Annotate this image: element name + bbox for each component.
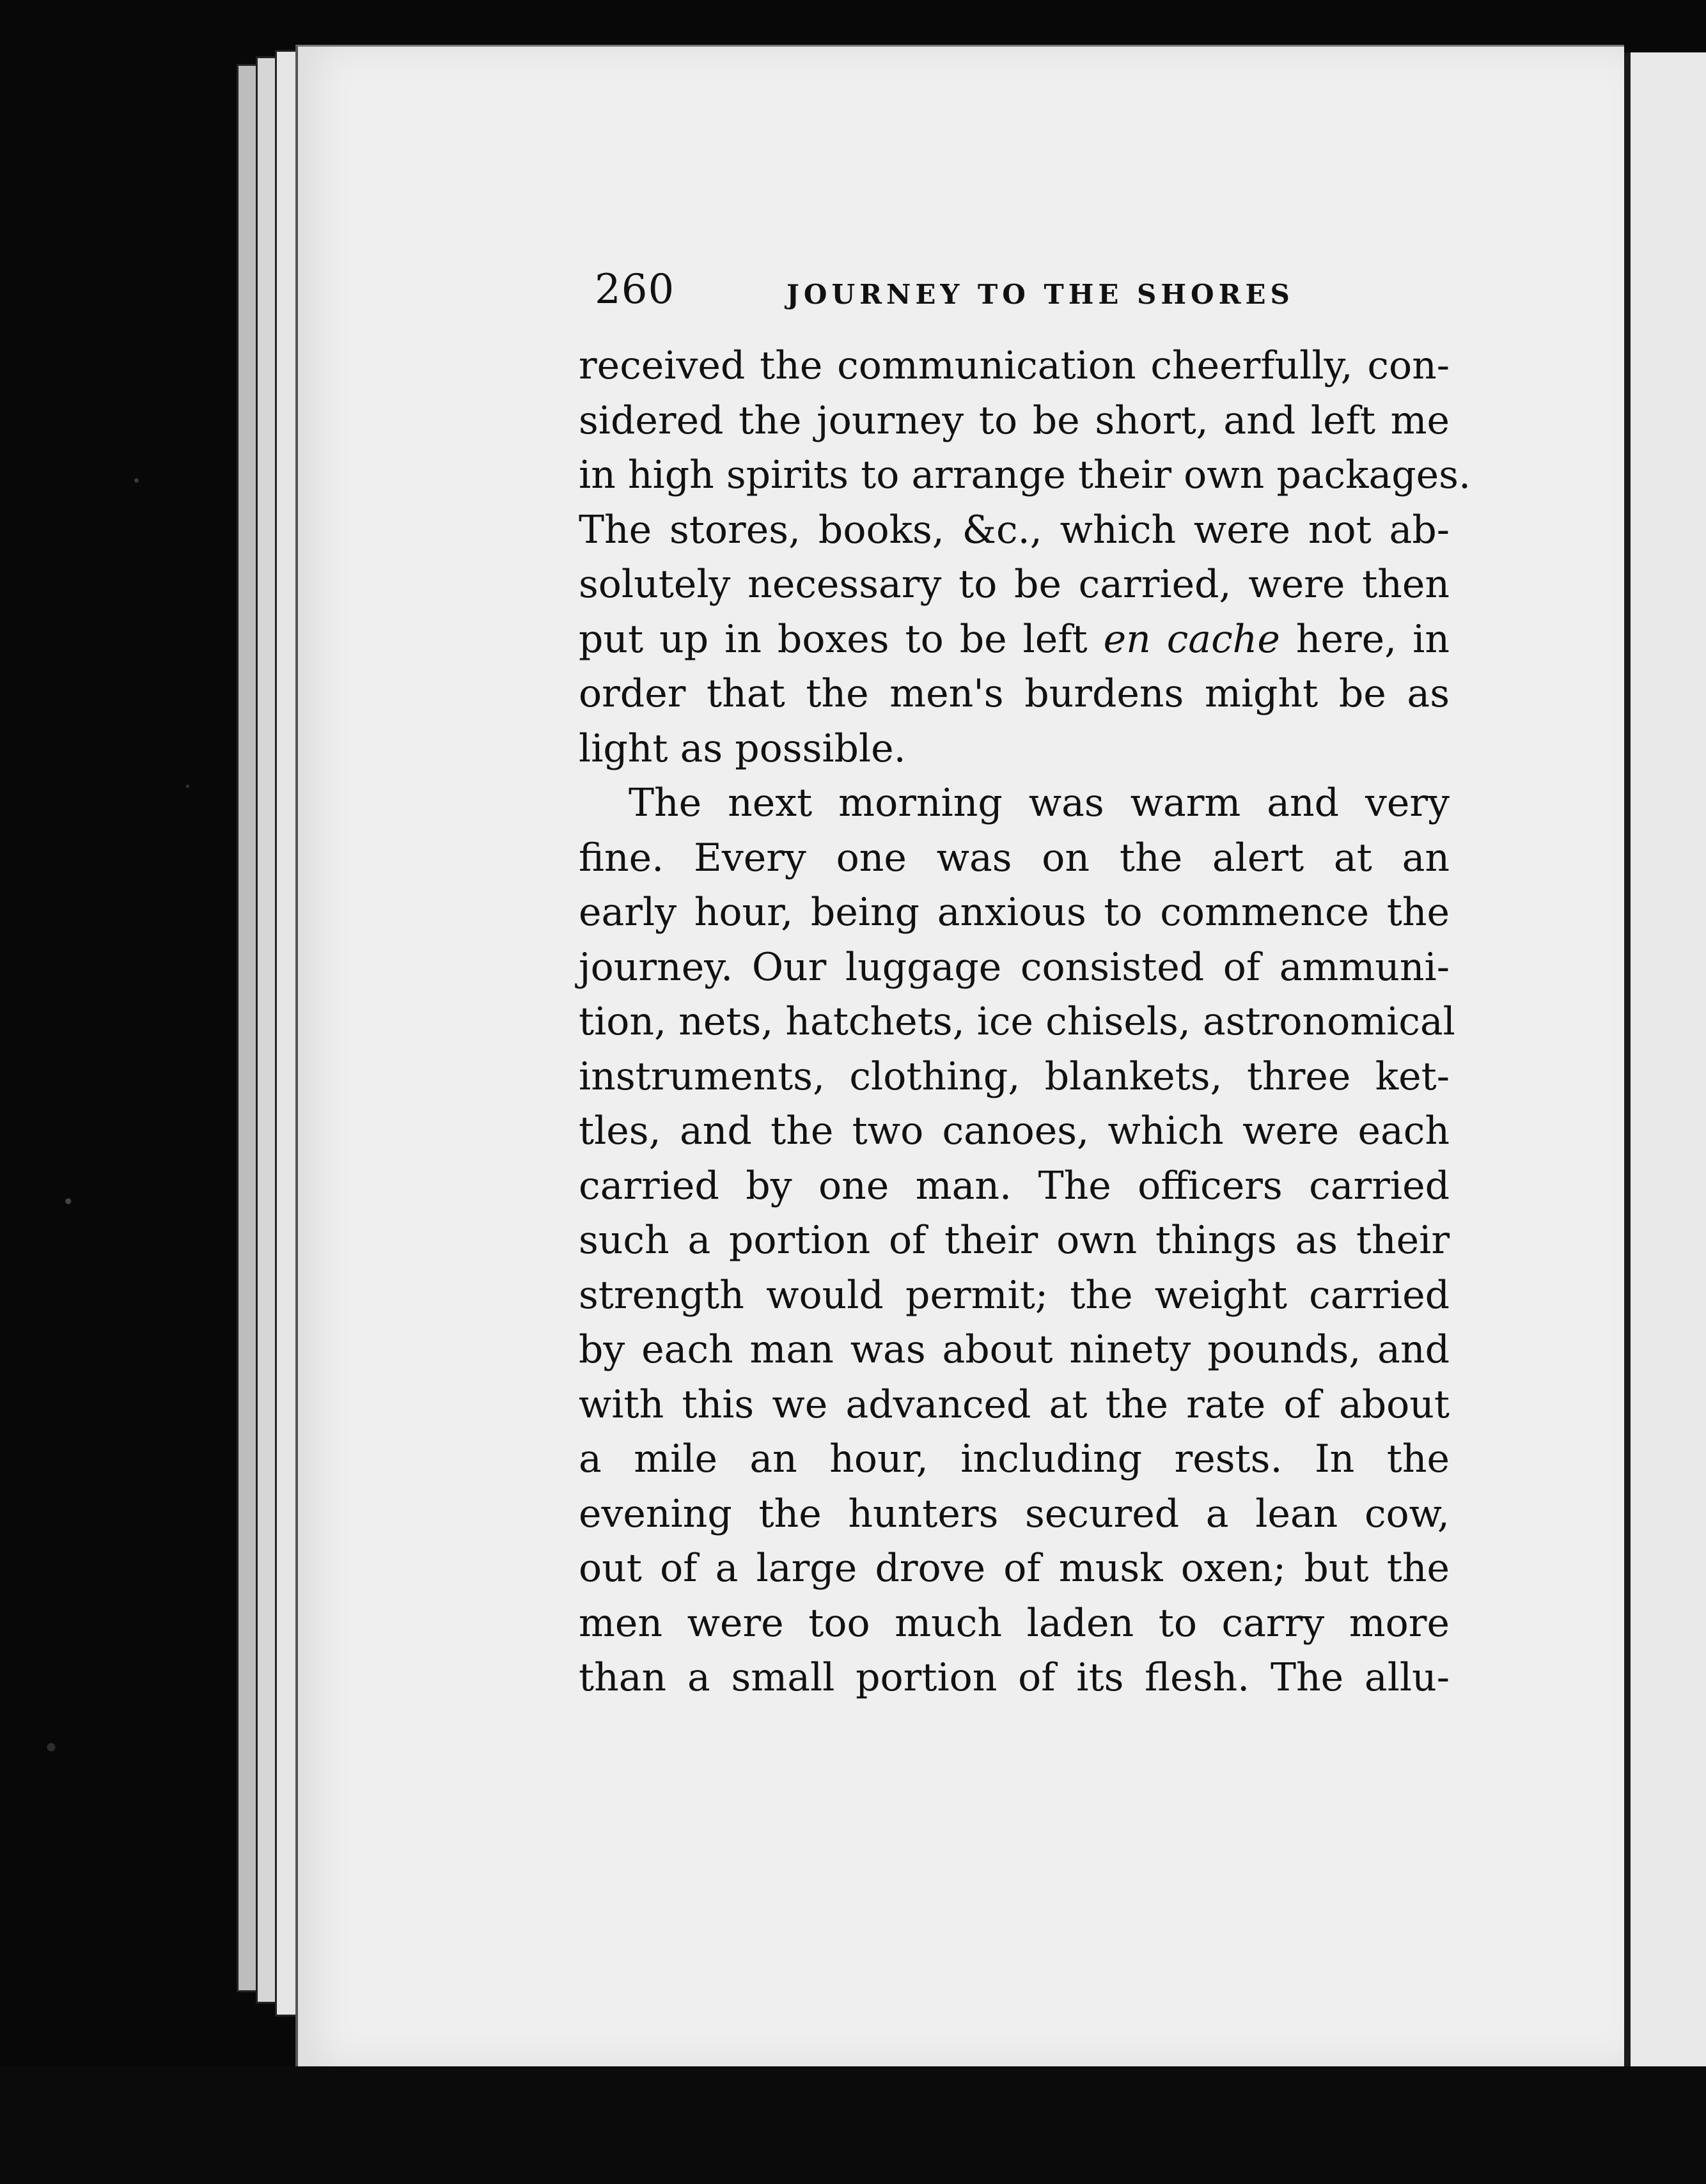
- text-line: tion, nets, hatchets, ice chisels, astronomical: [579, 999, 1455, 1044]
- text-line: instruments, clothing, blankets, three ket-: [579, 1054, 1450, 1099]
- text-line: received the communication cheerfully, con-: [579, 343, 1450, 388]
- text-line: such a portion of their own things as their: [579, 1218, 1450, 1263]
- text-line: in high spirits to arrange their own packages.: [579, 453, 1471, 497]
- page-number: 260: [595, 266, 675, 313]
- text-line: tles, and the two canoes, which were each: [579, 1109, 1450, 1153]
- text-line: early hour, being anxious to commence the: [579, 890, 1450, 935]
- text-line: a mile an hour, including rests. In the: [579, 1437, 1450, 1481]
- text-line: solutely necessary to be carried, were then: [579, 562, 1450, 607]
- text-line: fine. Every one was on the alert at an: [579, 835, 1450, 880]
- text-run: put up in boxes to be left: [579, 616, 1104, 662]
- text-line: strength would permit; the weight carried: [579, 1272, 1450, 1318]
- text-line: sidered the journey to be short, and left me: [579, 398, 1450, 443]
- text-line: out of a large drove of musk oxen; but the: [579, 1546, 1450, 1591]
- facing-page-edge: [1622, 52, 1706, 2066]
- page-header: [595, 261, 1471, 318]
- italic-phrase: en cache: [1103, 616, 1280, 662]
- text-line: The stores, books, &c., which were not ab-: [579, 507, 1450, 552]
- paragraph-2: [579, 776, 1455, 1706]
- text-line: order that the men's burdens might be as: [579, 671, 1450, 716]
- text-line: men were too much laden to carry more: [579, 1600, 1450, 1646]
- paragraph-1: [579, 339, 1471, 776]
- text-line: than a small portion of its flesh. The allu-: [579, 1655, 1450, 1700]
- text-line: [579, 612, 1450, 667]
- text-line: light as possible.: [579, 726, 906, 771]
- text-run: here, in: [1280, 616, 1450, 662]
- text-line: by each man was about ninety pounds, and: [579, 1327, 1450, 1372]
- text-line: with this we advanced at the rate of about: [579, 1382, 1450, 1427]
- text-line: journey. Our luggage consisted of ammuni-: [579, 944, 1450, 990]
- body-text: [579, 339, 1471, 1706]
- text-line: The next morning was warm and very: [629, 781, 1450, 825]
- text-line: carried by one man. The officers carried: [579, 1163, 1450, 1208]
- text-line: evening the hunters secured a lean cow,: [579, 1491, 1450, 1536]
- running-head: JOURNEY TO THE SHORES: [786, 279, 1294, 310]
- scan-background-bottom: [0, 2066, 1706, 2184]
